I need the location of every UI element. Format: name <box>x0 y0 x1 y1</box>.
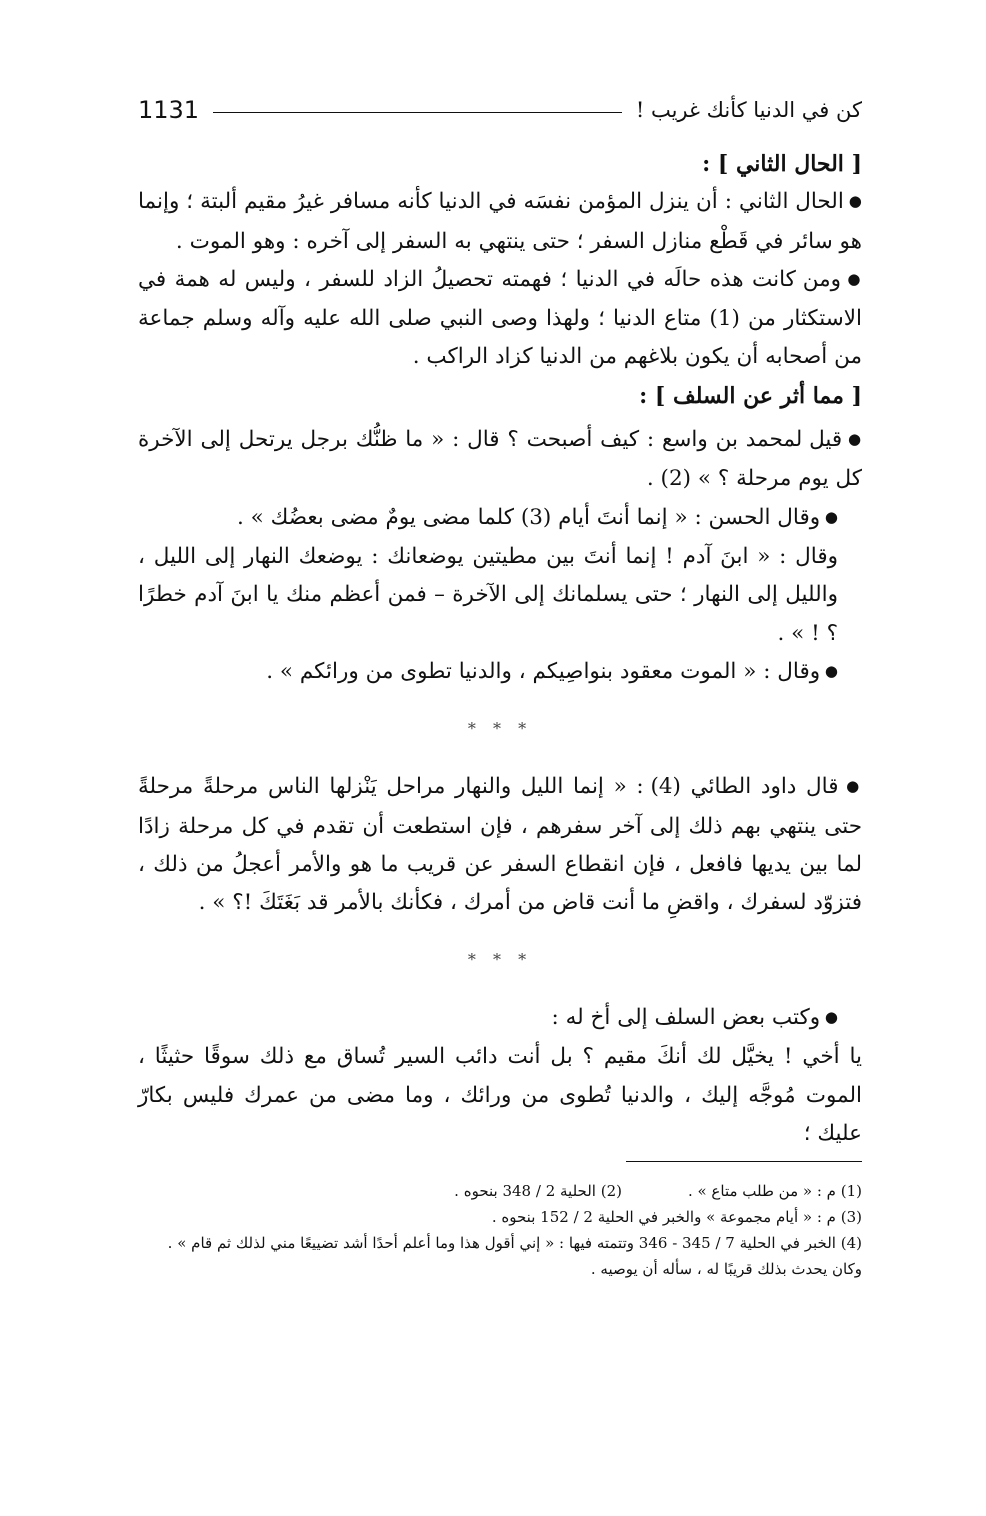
paragraph-6: ● وقال : « الموت معقود بنواصِيكم ، والدنيا تطوى من ورائكم » . <box>138 653 862 692</box>
header-rule <box>213 112 622 113</box>
section-separator-1: * * * <box>467 719 533 739</box>
section-heading-2: [ مما أثر عن السلف ] : <box>639 382 862 409</box>
footnote-3: (3) م : « أيام مجموعة » والخبر في الحلية 2 / 152 بنحوه . <box>491 1208 862 1226</box>
running-title: كن في الدنيا كأنك غريب ! <box>635 98 862 122</box>
section-separator-2: * * * <box>467 949 533 969</box>
section-heading-1: [ الحال الثاني ] : <box>702 151 862 177</box>
footnotes <box>138 1178 862 1282</box>
paragraph-7: ● قال داود الطائي (4) : « إنما الليل والنهار مراحل يَنْزلها الناس مرحلةً مرحلةً حتى ينتهي بهم ذلك إلى آخر سفرهم ، فإن استطعت أن تقدم في كل مرحلة زادًا لما بين يديها فافعل ، فإن انقطاع السفر عن قريب ما هو والأمر أعجلُ من ذلك ، فتزوّد لسفرك ، واقضِ ما أنت قاض من أمرك ، فكأنك بالأمر قد بَغَتَكَ !؟ » . <box>138 768 862 922</box>
paragraph-2: ● ومن كانت هذه حالَه في الدنيا ؛ فهمته تحصيلُ الزاد للسفر ، وليس له همة في الاستكثار من (1) متاع الدنيا ؛ ولهذا وصى النبي صلى الله عليه وآله وسلم جماعة من أصحابه أن يكون بلاغهم من الدنيا كزاد الراكب . <box>138 261 862 377</box>
main-text <box>138 145 862 1153</box>
paragraph-4: ● وقال الحسن : « إنما أنتَ أيام (3) كلما مضى يومٌ مضى بعضُك » . <box>138 499 862 538</box>
footnote-rule <box>626 1161 862 1162</box>
paragraph-8: ● وكتب بعض السلف إلى أخ له : <box>138 999 862 1038</box>
footnote-row-1 <box>138 1178 862 1204</box>
page-number: 1131 <box>138 96 200 124</box>
footnote-1: (1) م : « من طلب متاع » . <box>687 1182 862 1200</box>
paragraph-3: ● قيل لمحمد بن واسع : كيف أصبحت ؟ قال : « ما ظنُّك برجل يرتحل إلى الآخرة كل يوم مرحلة ؟ » (2) . <box>138 421 862 499</box>
page-header <box>138 92 862 128</box>
paragraph-5: وقال : « ابنَ آدم ! إنما أنتَ بين مطيتين يوضعانك : يوضعك النهار إلى الليل ، والليل إلى النهار ؛ حتى يسلمانك إلى الآخرة – فمن أعظم منك يا ابنَ آدم خطرًا ؟ ! » . <box>138 543 838 646</box>
paragraph-9: يا أخي ! يخيَّل لك أنكَ مقيم ؟ بل أنت دائب السير تُساق مع ذلك سوقًا حثيثًا ، الموت مُوجَّه إليك ، والدنيا تُطوى من ورائك ، وما مضى من عمرك فليس بكارّ عليك ؛ <box>138 1044 862 1146</box>
footnote-4: (4) الخبر في الحلية 7 / 345 - 346 وتتمته فيها : « إني أقول هذا وما أعلم أحدًا أشد تضييعًا مني لذلك ثم قام » . وكان يحدث بذلك قريبًا له ، سأله أن يوصيه . <box>167 1234 862 1278</box>
footnote-2: (2) الحلية 2 / 348 بنحوه . <box>454 1182 622 1200</box>
paragraph-1: ● الحال الثاني : أن ينزل المؤمن نفسَه في الدنيا كأنه مسافر غيرُ مقيم ألبتة ؛ وإنما هو سائر في قَطْع منازل السفر ؛ حتى ينتهي به السفر إلى آخره : وهو الموت . <box>138 183 862 261</box>
